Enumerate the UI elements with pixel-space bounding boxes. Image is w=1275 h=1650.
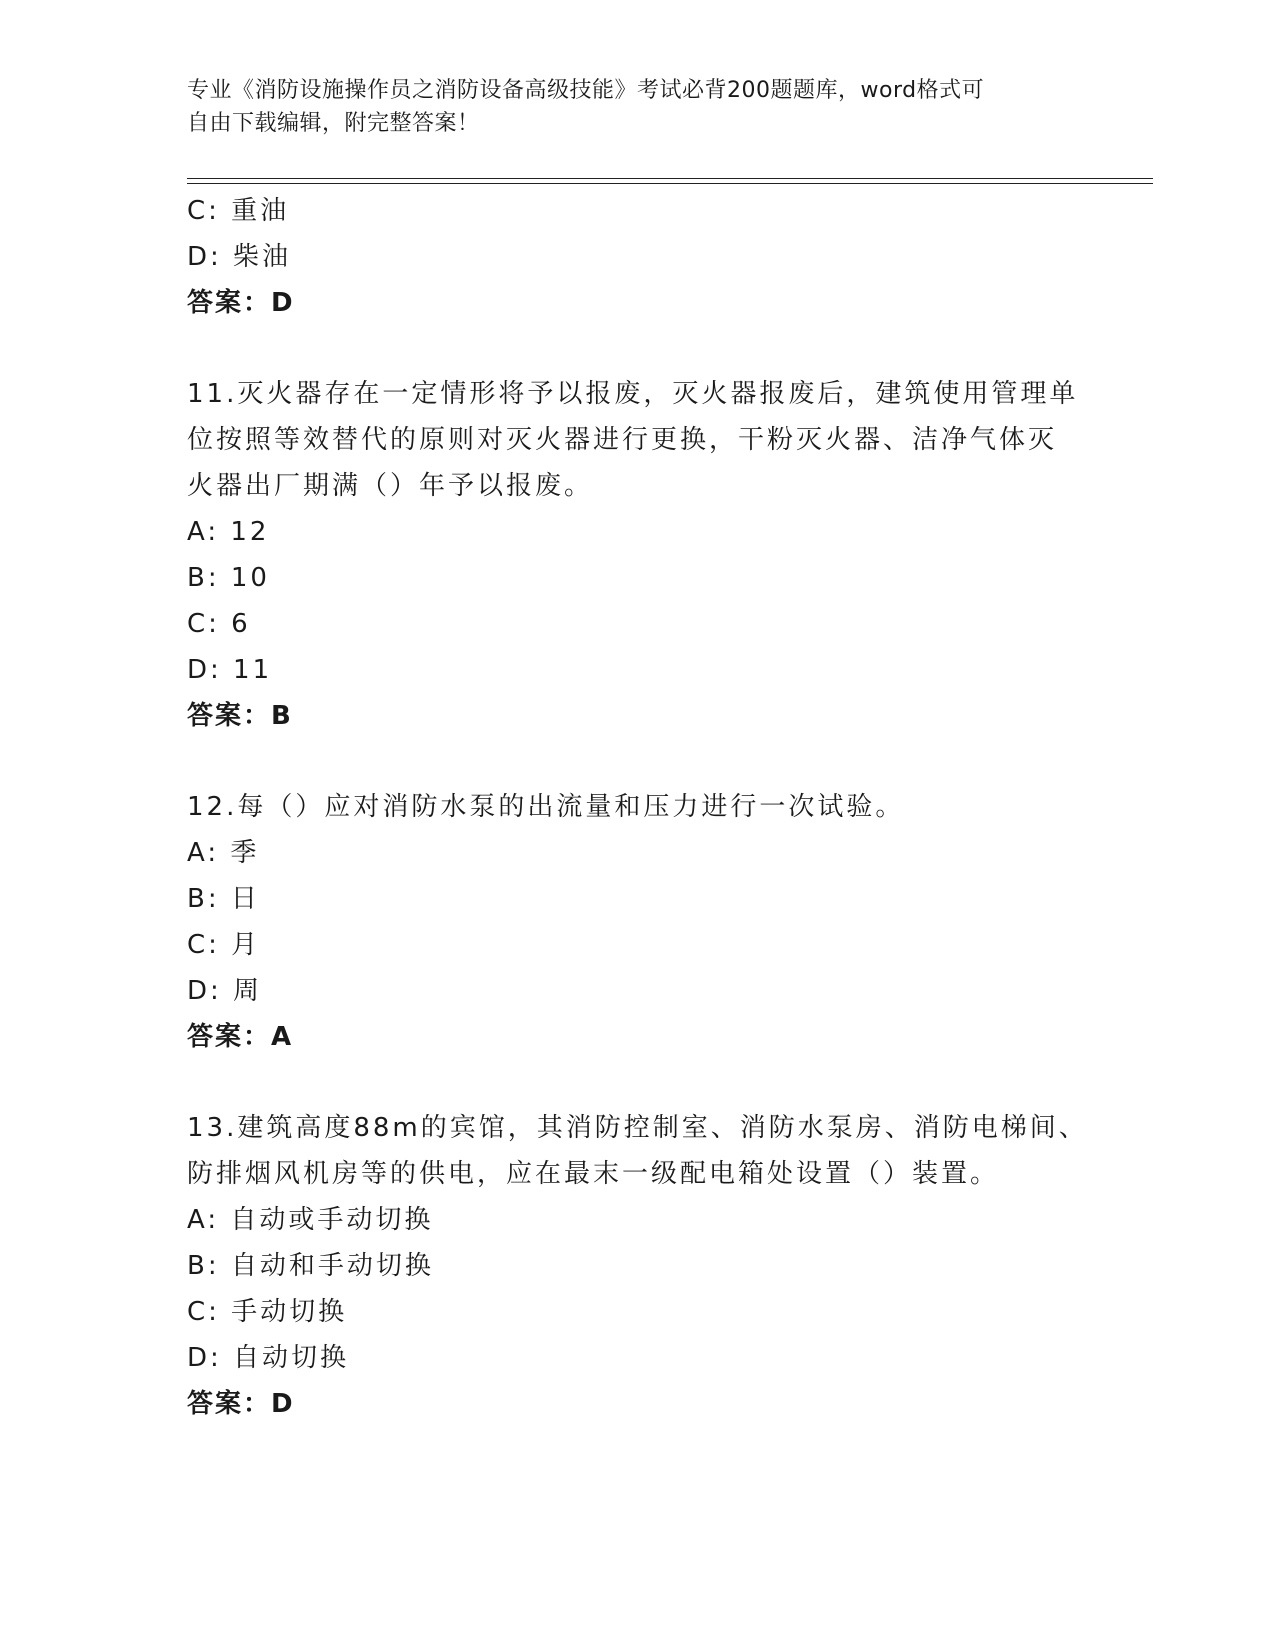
question-text (187, 784, 1087, 830)
question-text-line: 防排烟风机房等的供电，应在最末一级配电箱处设置（）装置。 (187, 1159, 1000, 1189)
question-text-line: 位按照等效替代的原则对灭火器进行更换，干粉灭火器、洁净气体灭 (187, 425, 1058, 455)
option-c: C: 6 (187, 609, 251, 639)
answer-line: 答案：D (187, 288, 295, 318)
question-text-line: 11.灭火器存在一定情形将予以报废，灭火器报废后，建筑使用管理单 (187, 379, 1079, 409)
question-12 (187, 784, 1087, 1060)
option-c: C: 手动切换 (187, 1297, 348, 1327)
answer-line: 答案：D (187, 1389, 295, 1419)
option-a: A: 季 (187, 838, 260, 868)
question-11 (187, 371, 1087, 739)
question-13 (187, 1105, 1087, 1427)
spacer (187, 326, 1087, 371)
answer-line: 答案：A (187, 1022, 294, 1052)
question-text (187, 1105, 1087, 1197)
document-header (187, 74, 1067, 140)
question-list (187, 188, 1087, 1427)
question-fragment (187, 188, 1087, 326)
option-a: A: 自动或手动切换 (187, 1205, 434, 1235)
answer-line: 答案：B (187, 701, 293, 731)
question-text-line: 火器出厂期满（）年予以报废。 (187, 471, 594, 501)
option-d: D: 柴油 (187, 242, 292, 272)
header-divider-top (187, 178, 1153, 179)
option-b: B: 日 (187, 884, 260, 914)
question-text-line: 12.每（）应对消防水泵的出流量和压力进行一次试验。 (187, 792, 905, 822)
spacer (187, 1060, 1087, 1105)
option-d: D: 自动切换 (187, 1343, 350, 1373)
spacer (187, 739, 1087, 784)
option-b: B: 自动和手动切换 (187, 1251, 434, 1281)
header-line-2: 自由下载编辑，附完整答案！ (187, 111, 480, 136)
question-text-line: 13.建筑高度88m的宾馆，其消防控制室、消防水泵房、消防电梯间、 (187, 1113, 1088, 1143)
option-a: A: 12 (187, 517, 270, 547)
option-c: C: 重油 (187, 196, 290, 226)
option-d: D: 周 (187, 976, 263, 1006)
option-b: B: 10 (187, 563, 270, 593)
question-text (187, 371, 1087, 509)
option-d: D: 11 (187, 655, 273, 685)
option-c: C: 月 (187, 930, 261, 960)
header-line-1: 专业《消防设施操作员之消防设备高级技能》考试必背200题题库，word格式可 (187, 78, 985, 103)
header-divider-bottom (187, 183, 1153, 184)
